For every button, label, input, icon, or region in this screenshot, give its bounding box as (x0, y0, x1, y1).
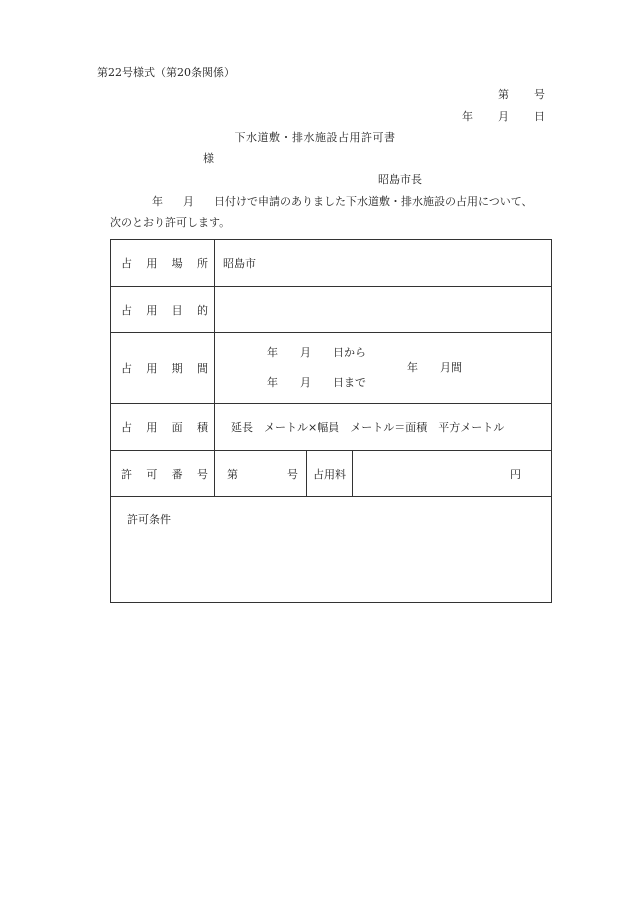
body-text-1: 日付けで申請のありました下水道敷・排水施設の占用について、 (214, 195, 533, 208)
permit-label: 許可番号 (111, 451, 215, 497)
body-month: 月 (183, 195, 194, 208)
body-text-line-2: 次のとおり許可します。 (110, 216, 231, 229)
period-total: 年 月間 (407, 361, 462, 374)
period-value (215, 333, 552, 404)
row-purpose (111, 287, 552, 333)
period-label: 占用期間 (111, 333, 215, 404)
number-prefix: 第 (498, 88, 509, 101)
purpose-label: 占用目的 (111, 287, 215, 333)
date-day: 日 (534, 110, 545, 123)
location-value: 昭島市 (215, 240, 552, 287)
location-label: 占用場所 (111, 240, 215, 287)
area-label: 占用面積 (111, 404, 215, 451)
date-year: 年 (462, 110, 473, 123)
row-period (111, 333, 552, 404)
date-month: 月 (498, 110, 509, 123)
addressee: 様 (203, 152, 214, 165)
conditions-label: 許可条件 (111, 497, 552, 603)
permit-table (110, 239, 552, 603)
row-permit (111, 451, 552, 497)
row-area (111, 404, 552, 451)
issuer: 昭島市長 (378, 173, 422, 186)
row-location (111, 240, 552, 287)
purpose-value (215, 287, 552, 333)
area-value: 延長 メートル×幅員 メートル＝面積 平方メートル (215, 404, 552, 451)
issue-date-line (462, 110, 545, 124)
form-number: 第22号様式（第20条関係） (97, 66, 235, 79)
fee-value: 円 (353, 451, 552, 497)
body-text-line-1 (152, 195, 533, 209)
fee-label: 占用料 (307, 451, 353, 497)
body-year: 年 (152, 195, 163, 208)
document-title: 下水道敷・排水施設占用許可書 (234, 131, 396, 144)
permit-number: 第 号 (215, 451, 307, 497)
number-suffix: 号 (534, 88, 545, 101)
document-number-line (498, 88, 545, 102)
row-conditions (111, 497, 552, 603)
period-to: 年 月 日まで (267, 376, 366, 389)
period-from: 年 月 日から (267, 346, 366, 359)
